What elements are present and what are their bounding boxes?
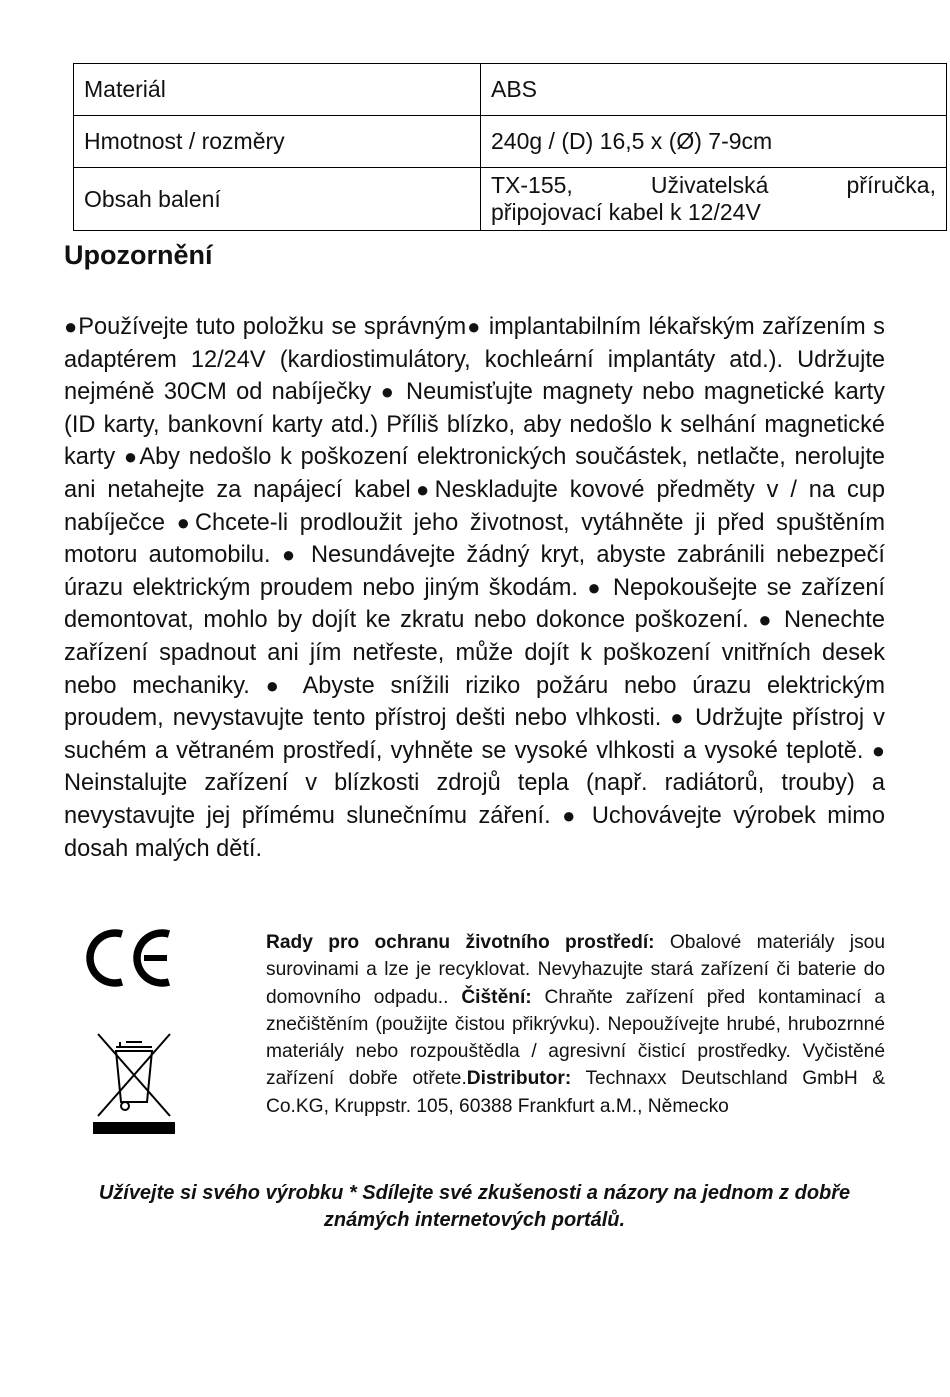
table-row [74, 168, 947, 231]
warning-item: Aby nedošlo k poškození elektronických součástek, netlačte, nerolujte ani netahejte za napájecí kabel [64, 444, 886, 503]
spec-value: 240g / (D) 16,5 x (Ø) 7-9cm [481, 116, 947, 168]
environment-body: Obalové materiály jsou surovinami a lze je recyklovat. Nevyhazujte stará zařízení či baterie do domovního odpadu.. [266, 932, 886, 1008]
warning-item: Nepokoušejte se zařízení demontovat, mohlo by dojít ke zkratu nebo dokonce poškození. [64, 574, 885, 634]
spec-table [73, 63, 947, 231]
bullet-icon: ● [123, 444, 140, 470]
warning-item: Uchovávejte výrobek mimo dosah malých dětí. [64, 802, 885, 862]
warning-item: Neinstalujte zařízení v blízkosti zdrojů tepla (např. radiátorů, trouby) a nevystavujte jej přímému slunečnímu záření. [64, 770, 885, 829]
warning-item: Abyste snížili riziko požáru nebo úrazu elektrickým proudem, nevystavujte tento přístroj dešti nebo vlhkosti. [64, 672, 885, 732]
table-row [74, 116, 947, 168]
ce-conformity-icon [86, 926, 176, 990]
environment-label: Rady pro ochranu životního prostředí: [266, 932, 655, 953]
spec-value [481, 168, 947, 231]
warning-item: Udržujte přístroj v suchém a větraném prostředí, vyhněte se vysoké vlhkosti a vysoké teplotě. [64, 705, 885, 764]
bullet-icon: ● [410, 476, 435, 502]
bullet-icon: ● [64, 314, 79, 339]
warning-item: Neskladujte kovové předměty v / na cup nabíječce [64, 476, 885, 536]
bullet-icon: ● [562, 802, 581, 828]
bullet-icon: ● [281, 542, 300, 568]
spec-value-line: TX-155, Uživatelská příručka, [491, 172, 936, 198]
cleaning-body: Chraňte zařízení před kontaminací a znečištěním (použijte čistou přikrývku). Nepoužívejte hrubé, hrubozrnné materiály nebo rozpouštědla / agresivní čisticí prostředky. Vyčistěné zařízení dobře otřete. [266, 986, 885, 1090]
footer-note: Užívejte si svého výrobku * Sdílejte své zkušenosti a názory na jednom z dobře známých internetových portálů. [98, 1182, 851, 1231]
bullet-icon: ● [670, 705, 687, 731]
warnings-heading: Upozornění [64, 240, 213, 270]
bullet-icon: ● [176, 509, 196, 535]
crossed-out-wheelie-bin-icon [92, 1030, 176, 1136]
warning-item: Neumisťujte magnety nebo magnetické karty (ID karty, bankovní karty atd.) Příliš blízko, aby nedošlo k selhání magnetické karty [64, 379, 885, 471]
bullet-icon: ● [871, 737, 885, 763]
environment-text [266, 929, 885, 1120]
bullet-icon: ● [265, 672, 289, 698]
distributor-body: Technaxx Deutschland GmbH & Co.KG, Kruppstr. 105, 60388 Frankfurt a.M., Německo [266, 1068, 886, 1117]
warning-item: implantabilním lékařským zařízením s adaptérem 12/24V (kardiostimulátory, kochleární implantáty atd.). Udržujte nejméně 30CM od nabíječky [64, 314, 885, 406]
warning-item: Používejte tuto položku se správným [78, 314, 467, 340]
spec-value-line: připojovací kabel k 12/24V [491, 199, 761, 225]
spec-label: Materiál [74, 64, 481, 116]
spec-value: ABS [481, 64, 947, 116]
distributor-label: Distributor: [466, 1068, 572, 1090]
table-row [74, 64, 947, 116]
bullet-icon: ● [587, 574, 604, 600]
spec-label: Hmotnost / rozměry [74, 116, 481, 168]
warnings-text [64, 311, 885, 865]
spec-label: Obsah balení [74, 168, 481, 231]
warning-item: Nenechte zařízení spadnout ani jím netřeste, může dojít k poškození vnitřních desek nebo mechaniky. [64, 607, 885, 699]
warning-item: Chcete-li prodloužit jeho životnost, vytáhněte ji před spuštěním motoru automobilu. [64, 509, 885, 569]
bullet-icon: ● [466, 314, 482, 339]
cleaning-label: Čištění: [461, 986, 532, 1008]
bullet-icon: ● [380, 379, 397, 405]
warning-item: Nesundávejte žádný kryt, abyste zabránili nebezpečí úrazu elektrickým proudem nebo jiným škodám. [64, 542, 885, 601]
bullet-icon: ● [758, 607, 775, 633]
